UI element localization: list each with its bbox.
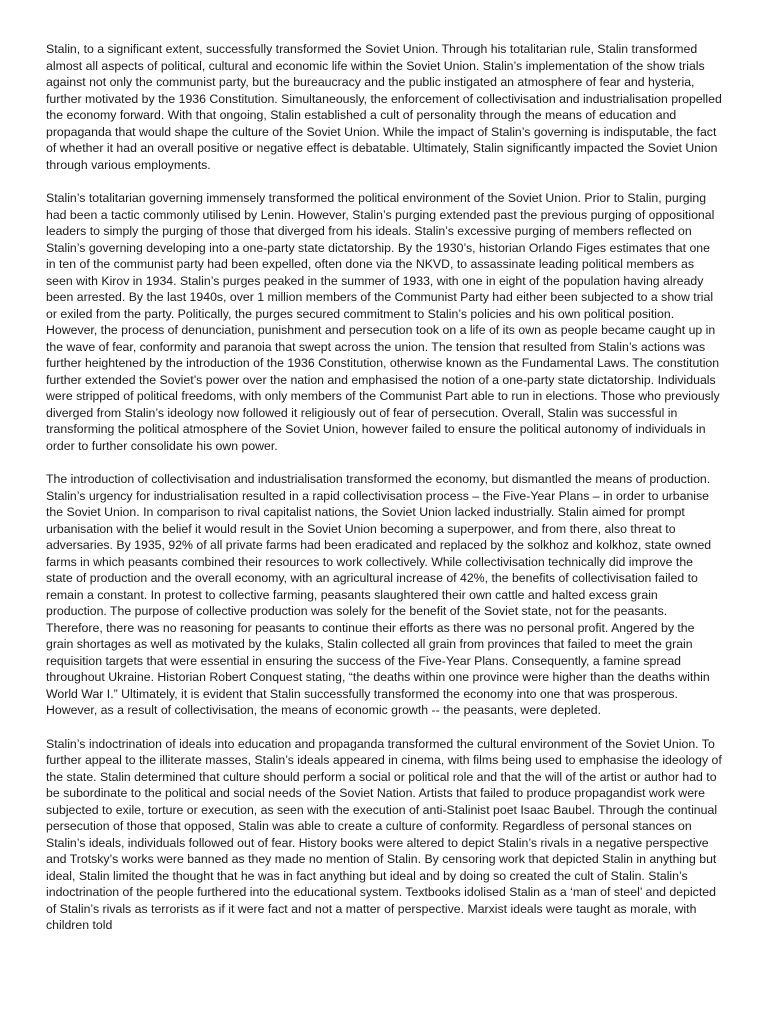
paragraph-economic: The introduction of collectivisation and industrialisation transformed the economy, but dismantled the means of production. Stalin’s urgency for industrialisation resulted in a rapid collectivisation process – the Five-Year Plans – in order to urbanise the Soviet Union. In comparison to rival capitalist nations, the Soviet Union lacked industrially. Stalin aimed for prompt urbanisation with the belief it would result in the Soviet Union becoming a superpower, and from there, also threat to adversaries. By 1935, 92% of all private farms had been eradicated and replaced by the solkhoz and kolkhoz, state owned farms in which peasants combined their resources to work collectively. While collectivisation technically did improve the state of production and the overall economy, with an agricultural increase of 42%, the benefits of collectivisation failed to remain a constant. In protest to collective farming, peasants slaughtered their own cattle and halted excess grain production. The purpose of collective production was solely for the benefit of the Soviet state, not for the peasants. Therefore, there was no reasoning for peasants to continue their efforts as there was no personal profit. Angered by the grain shortages as well as motivated by the kulaks, Stalin collected all grain from provinces that failed to meet the grain requisition targets that were essential in ensuring the success of the Five-Year Plans. Consequently, a famine spread throughout Ukraine. Historian Robert Conquest stating, “the deaths within one province were higher than the deaths within World War I.” Ultimately, it is evident that Stalin successfully transformed the economy into one that was prosperous. However, as a result of collectivisation, the means of economic growth -- the peasants, were depleted. [46, 472, 712, 717]
paragraph-political: Stalin’s totalitarian governing immensely transformed the political environment of the Soviet Union. Prior to Stalin, purging had been a tactic commonly utilised by Lenin. However, Stalin’s purging extended past the previous purging of oppositional leaders to simply the purging of those that diverged from his ideals. Stalin’s excessive purging of members reflected on Stalin’s governing developing into a one-party state dictatorship. By the 1930’s, historian Orlando Figes estimates that one in ten of the communist party had been expelled, often done via the NKVD, to assassinate leading political members as seen with Kirov in 1934. Stalin’s purges peaked in the summer of 1933, with one in eight of the population having already been arrested. By the last 1940s, over 1 million members of the Communist Party had either been subjected to a show trial or exiled from the party. Politically, the purges secured commitment to Stalin’s policies and his own political position. However, the process of denunciation, punishment and persecution took on a life of its own as people became caught up in the wave of fear, conformity and paranoia that swept across the union. The tension that resulted from Stalin’s actions was further heightened by the introduction of the 1936 Constitution, otherwise known as the Fundamental Laws. The constitution further extended the Soviet’s power over the nation and emphasised the notion of a one-party state dictatorship. Individuals were stripped of political freedoms, with only members of the Communist Part able to run in elections. Those who previously diverged from Stalin’s ideology now followed it religiously out of fear of persecution. Overall, Stalin was successful in transforming the political atmosphere of the Soviet Union, however failed to ensure the political autonomy of individuals in order to further consolidate his own power. [46, 191, 720, 453]
paragraph-introduction: Stalin, to a significant extent, successfully transformed the Soviet Union. Through his totalitarian rule, Stalin transformed almost all aspects of political, cultural and economic life within the Soviet Union. Stalin’s implementation of the show trials against not only the communist party, but the bureaucracy and the public instigated an atmosphere of fear and hysteria, further motivated by the 1936 Constitution. Simultaneously, the enforcement of collectivisation and industrialisation propelled the economy forward. With that ongoing, Stalin established a cult of personality through the means of education and propaganda that would shape the culture of the Soviet Union. While the impact of Stalin’s governing is indisputable, the fact of whether it had an overall positive or negative effect is debatable. Ultimately, Stalin significantly impacted the Soviet Union through various employments. [46, 42, 722, 172]
paragraph-cultural: Stalin’s indoctrination of ideals into education and propaganda transformed the cultural environment of the Soviet Union. To further appeal to the illiterate masses, Stalin’s ideals appeared in cinema, with films being used to emphasise the ideology of the state. Stalin determined that culture should perform a social or political role and that the will of the artist or author had to be subordinate to the political and social needs of the Soviet Nation. Artists that failed to produce propagandist work were subjected to exile, torture or execution, as seen with the execution of anti-Stalinist poet Isaac Baubel. Through the continual persecution of those that opposed, Stalin was able to create a culture of conformity. Regardless of personal stances on Stalin’s ideals, individuals followed out of fear. History books were altered to depict Stalin’s rivals in a negative perspective and Trotsky’s works were banned as they made no mention of Stalin. By censoring work that depicted Stalin in anything but ideal, Stalin limited the thought that he was in fact anything but ideal and by doing so created the cult of Stalin. Stalin’s indoctrination of the people furthered into the educational system. Textbooks idolised Stalin as a ‘man of steel’ and depicted of Stalin’s rivals as terrorists as if it were fact and not a matter of perspective. Marxist ideals were taught as morale, with children told [46, 736, 722, 932]
document-page [46, 41, 722, 951]
